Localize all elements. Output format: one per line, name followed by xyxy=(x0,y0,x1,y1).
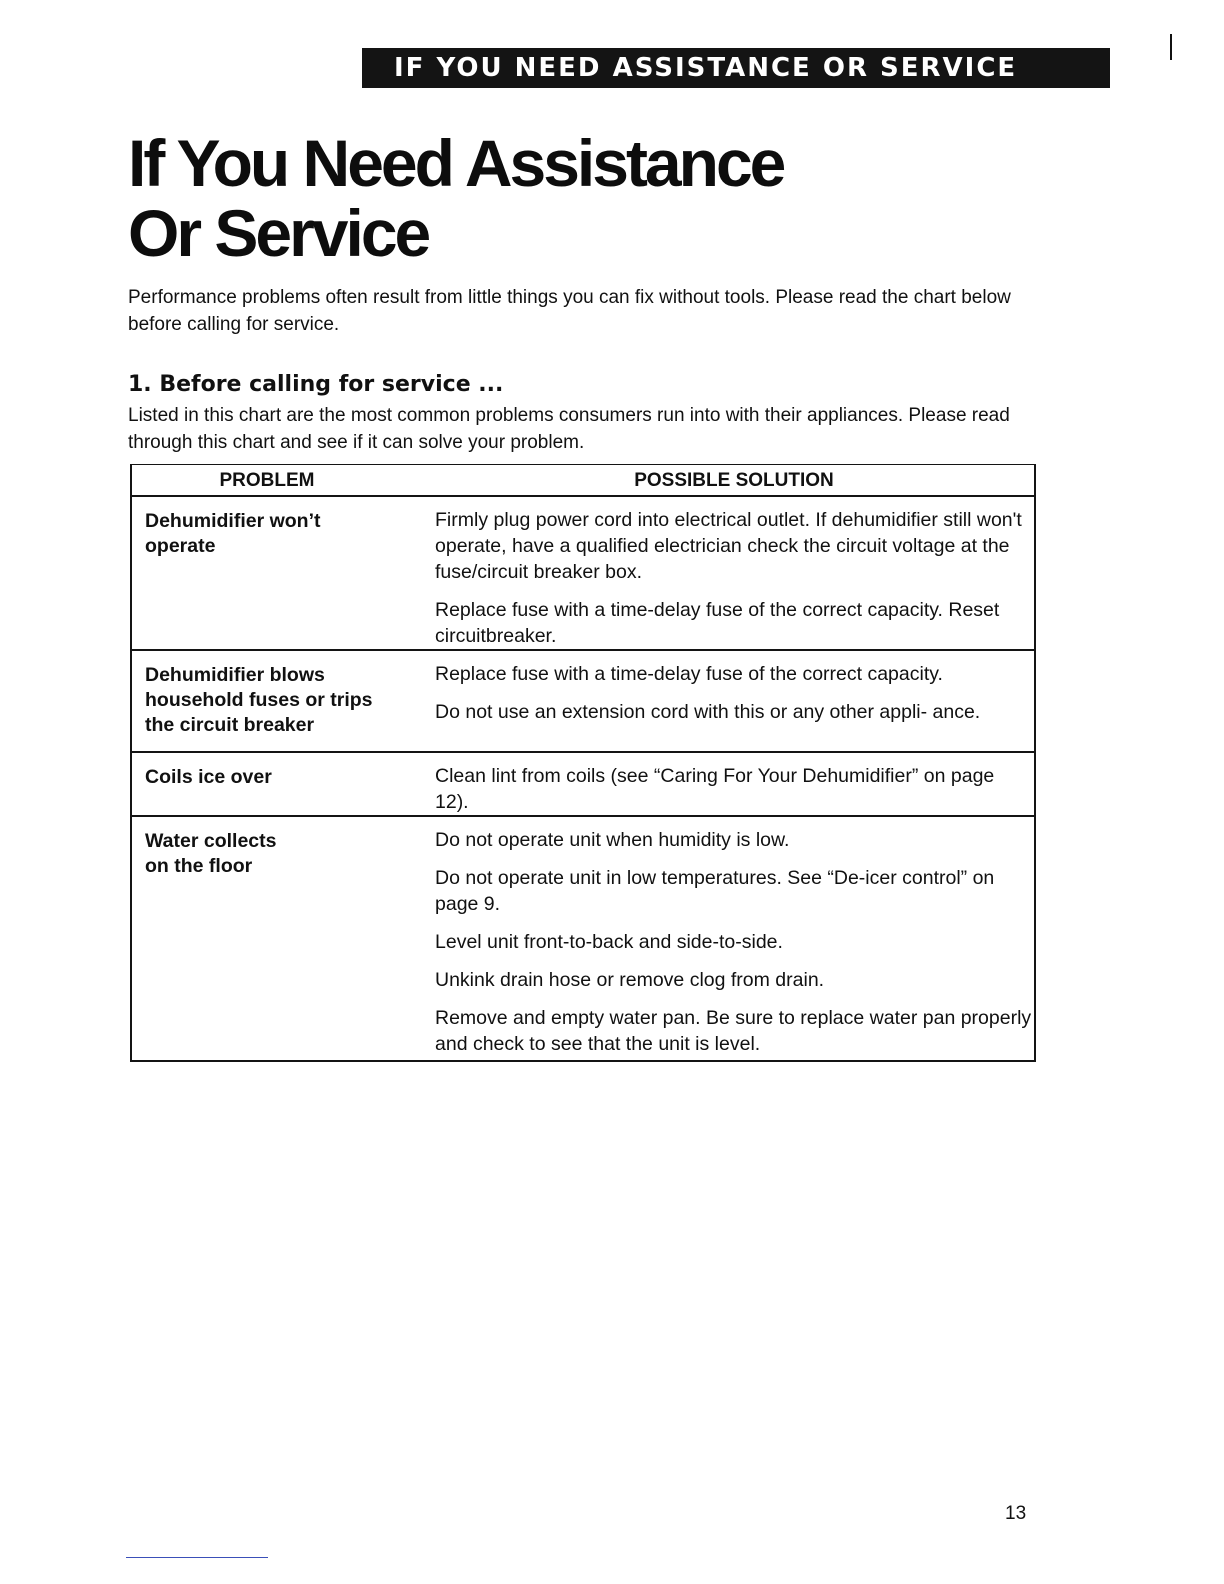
solution-item: Unkink drain hose or remove clog from drain. xyxy=(435,969,825,991)
solution-item: Do not operate unit in low temperatures. See “De-icer control” on page 9. xyxy=(435,867,995,915)
solution-item: Level unit front-to-back and side-to-side. xyxy=(435,931,783,953)
solution-item: Clean lint from coils (see “Caring For Your Dehumidifier” on page 12). xyxy=(435,765,995,813)
page-number: 13 xyxy=(1005,1503,1027,1524)
problem-cell: Dehumidifier blows household fuses or trips the circuit breaker xyxy=(145,664,373,736)
page-title-line-1: If You Need Assistance xyxy=(128,126,784,200)
solution-item: Replace fuse with a time-delay fuse of the correct capacity. xyxy=(435,663,943,685)
chart-row xyxy=(132,497,1034,651)
troubleshooting-chart xyxy=(130,464,1036,1062)
intro-paragraph: Performance problems often result from little things you can fix without tools. Please read the chart below before calling for service. xyxy=(128,287,1011,335)
chart-row xyxy=(132,651,1034,753)
problem-column-header: PROBLEM xyxy=(219,470,315,491)
solution-item: Replace fuse with a time-delay fuse of the correct capacity. Reset circuitbreaker. xyxy=(435,599,1000,647)
page-title xyxy=(128,128,1028,268)
solution-item: Do not use an extension cord with this or any other appli- ance. xyxy=(435,701,981,723)
solution-item: Do not operate unit when humidity is low. xyxy=(435,829,790,851)
problem-cell: Water collects on the floor xyxy=(145,830,277,877)
chart-row xyxy=(132,817,1034,1059)
solution-cell xyxy=(435,507,1033,661)
section-heading: 1. Before calling for service ... xyxy=(128,372,504,397)
problem-cell: Dehumidifier won’t operate xyxy=(145,510,321,557)
solution-cell xyxy=(435,827,1033,1069)
edge-mark xyxy=(1170,34,1172,60)
solution-cell xyxy=(435,661,1033,737)
solution-item: Remove and empty water pan. Be sure to replace water pan properly and check to see that the unit is level. xyxy=(435,1007,1032,1055)
footer-rule xyxy=(126,1557,268,1558)
chart-row xyxy=(132,753,1034,817)
page-title-line-2: Or Service xyxy=(128,196,429,270)
solution-column-header: POSSIBLE SOLUTION xyxy=(634,470,834,491)
problem-cell: Coils ice over xyxy=(145,766,272,788)
chart-header-row xyxy=(132,465,1034,497)
solution-item: Firmly plug power cord into electrical outlet. If dehumidifier still won't operate, have a qualified electrician check the circuit voltage at the fuse/circuit breaker box. xyxy=(435,509,1022,583)
section-banner: IF YOU NEED ASSISTANCE OR SERVICE xyxy=(362,48,1110,88)
section-intro-paragraph: Listed in this chart are the most common problems consumers run into with their appliances. Please read through this chart and see if it can solve your problem. xyxy=(128,405,1010,453)
